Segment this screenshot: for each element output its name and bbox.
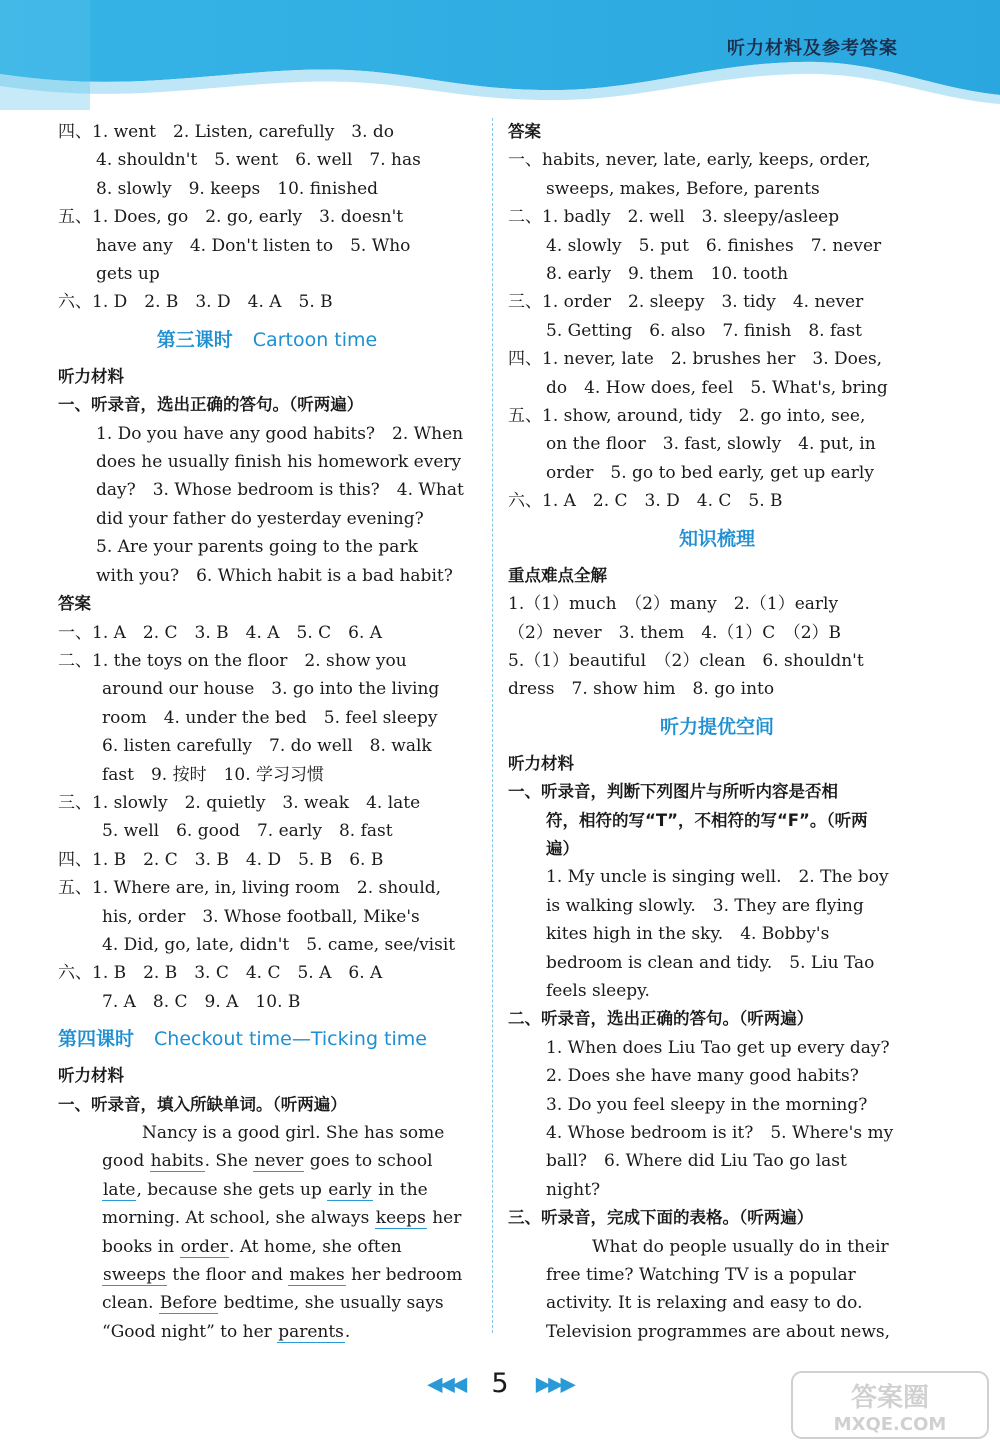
passage-line [58, 1204, 476, 1232]
answer-line: gets up [96, 264, 160, 285]
answer-line: 6. listen carefully 7. do well 8. walk [102, 736, 432, 757]
answer-line: 8. early 9. them 10. tooth [546, 264, 789, 285]
answer-line: 三、1. order 2. sleepy 3. tidy 4. never [508, 292, 864, 313]
svg-text:MXQE.COM: MXQE.COM [833, 1414, 947, 1435]
answer-line: 二、1. badly 2. well 3. sleepy/asleep [508, 207, 840, 228]
filled-blank: habits [150, 1151, 204, 1172]
passage-line [58, 1318, 476, 1346]
answer-line: （2）never 3. them 4.（1）C （2）B [508, 622, 842, 643]
passage-line [58, 1289, 476, 1317]
question-2-script [508, 1034, 926, 1204]
script-line: What do people usually do in their [592, 1236, 889, 1257]
answer-line: 4. shouldn't 5. went 6. well 7. has [96, 150, 421, 171]
script-line: 1. My uncle is singing well. 2. The boy [546, 867, 889, 888]
script-line: did your father do yesterday evening? [96, 508, 424, 529]
filled-blank: late [103, 1179, 136, 1200]
answer-line: 5. Getting 6. also 7. finish 8. fast [546, 320, 862, 341]
question-1-title: 一、听录音，选出正确的答句。（听两遍） [58, 395, 364, 415]
answer-line: 5. well 6. good 7. early 8. fast [102, 821, 393, 842]
lesson-3-en: Cartoon time [252, 328, 378, 351]
answers-top-block [58, 118, 476, 317]
answer-line: dress 7. show him 8. go into [508, 679, 775, 700]
passage-text: “Good night” to her [102, 1321, 278, 1342]
listening-material-label: 听力材料 [58, 366, 124, 386]
lesson-4-answers [508, 146, 926, 515]
script-line: 1. When does Liu Tao get up every day? [546, 1037, 890, 1058]
filled-blank: Before [159, 1293, 218, 1314]
question-3-script [508, 1233, 926, 1347]
script-line: free time? Watching TV is a popular [546, 1265, 856, 1286]
filled-blank: keeps [375, 1208, 426, 1229]
passage-text: clean. [102, 1293, 159, 1314]
passage-text: . At home, she often [229, 1236, 402, 1257]
answer-line: 4. Did, go, late, didn't 5. came, see/visit [102, 934, 456, 955]
answer-line: 四、1. B 2. C 3. B 4. D 5. B 6. B [58, 849, 384, 870]
watermark-logo [790, 1370, 990, 1440]
fill-in-title: 一、听录音，填入所缺单词。（听两遍） [58, 1094, 347, 1114]
answer-line: 7. A 8. C 9. A 10. B [102, 991, 301, 1012]
answer-line: 四、1. went 2. Listen, carefully 3. do [58, 122, 395, 142]
lesson-4-cn: 第四课时 [58, 1028, 135, 1051]
listening-material-label: 听力材料 [508, 753, 574, 773]
question-2-title: 二、听录音，选出正确的答句。（听两遍） [508, 1009, 814, 1029]
answer-label: 答案 [508, 122, 541, 141]
filled-blank: sweeps [103, 1265, 167, 1286]
answer-line: 五、1. Where are, in, living room 2. should, [58, 878, 442, 899]
fill-in-passage [58, 1119, 476, 1346]
question-1-title-cont: 符，相符的写“T”，不相符的写“F”。（听两 [546, 810, 868, 830]
right-column [508, 118, 926, 1346]
passage-line [58, 1261, 476, 1289]
filled-blank: never [254, 1151, 304, 1172]
passage-line: Nancy is a good girl. She has some [142, 1123, 445, 1143]
answer-line: 六、1. A 2. C 3. D 4. C 5. B [508, 491, 783, 512]
script-line: 1. Do you have any good habits? 2. When [96, 423, 464, 444]
answer-line: 三、1. slowly 2. quietly 3. weak 4. late [58, 792, 421, 813]
passage-text: good [102, 1151, 150, 1172]
header-title: 听力材料及参考答案 [727, 38, 898, 59]
listening-material-label: 听力材料 [58, 1066, 124, 1086]
answer-line: 4. slowly 5. put 6. finishes 7. never [546, 235, 882, 256]
script-line: day? 3. Whose bedroom is this? 4. What [96, 480, 464, 501]
lesson-3-answers [58, 619, 476, 1017]
answer-line: 六、1. D 2. B 3. D 4. A 5. B [58, 292, 333, 313]
question-1-script [58, 420, 476, 590]
passage-line [58, 1233, 476, 1261]
script-line: 2. Does she have many good habits? [546, 1066, 859, 1087]
script-line: 4. Whose bedroom is it? 5. Where's my [546, 1123, 894, 1143]
script-line: 5. Are your parents going to the park [96, 537, 418, 558]
answer-line: 二、1. the toys on the floor 2. show you [58, 650, 407, 671]
answer-line: 一、habits, never, late, early, keeps, order, [508, 150, 871, 171]
lesson-3-cn: 第三课时 [156, 328, 233, 351]
answer-label: 答案 [58, 594, 91, 614]
filled-blank: makes [289, 1265, 345, 1286]
answer-line: 六、1. B 2. B 3. C 4. C 5. A 6. A [58, 963, 383, 984]
listening-improvement-heading: 听力提优空间 [659, 715, 774, 738]
answer-line: 五、1. Does, go 2. go, early 3. doesn't [58, 207, 404, 228]
passage-text: morning. At school, she always [102, 1208, 375, 1229]
lesson-3-heading [58, 327, 476, 353]
script-line: 3. Do you feel sleepy in the morning? [546, 1094, 868, 1115]
knowledge-heading: 知识梳理 [678, 527, 755, 550]
answer-line: 一、1. A 2. C 3. B 4. A 5. C 6. A [58, 622, 383, 643]
script-line: activity. It is relaxing and easy to do. [546, 1293, 863, 1314]
passage-text: the floor and [167, 1265, 289, 1286]
script-line: is walking slowly. 3. They are flying [546, 895, 864, 916]
answer-line: his, order 3. Whose football, Mike's [102, 906, 420, 927]
question-1-title: 一、听录音，判断下列图片与所听内容是否相 [508, 782, 838, 802]
passage-text: bedtime, she usually says [218, 1293, 444, 1314]
passage-text: , because she gets up [136, 1179, 328, 1200]
filled-blank: order [180, 1236, 229, 1257]
answer-line: sweeps, makes, Before, parents [546, 178, 820, 199]
script-line: does he usually finish his homework every [96, 452, 462, 473]
answer-line: do 4. How does, feel 5. What's, bring [546, 377, 888, 398]
answer-line: 1.（1）much （2）many 2.（1）early [508, 594, 839, 615]
triple-right-arrow-icon[interactable]: ▶▶▶ [535, 1371, 573, 1396]
svg-text:答案圈: 答案圈 [850, 1383, 930, 1413]
passage-text: . [344, 1321, 351, 1342]
column-divider [492, 118, 493, 1333]
page-number: 5 [491, 1368, 509, 1399]
script-line: night? [546, 1179, 601, 1200]
filled-blank: parents [278, 1321, 344, 1342]
script-line: bedroom is clean and tidy. 5. Liu Tao [546, 952, 875, 973]
filled-blank: early [328, 1179, 372, 1200]
answer-line: fast 9. 按时 10. 学习习惯 [102, 764, 325, 785]
triple-left-arrow-icon[interactable]: ◀◀◀ [427, 1371, 465, 1396]
passage-line [58, 1147, 476, 1175]
script-line: kites high in the sky. 4. Bobby's [546, 924, 830, 945]
question-1-script [508, 863, 926, 1005]
passage-line [58, 1176, 476, 1204]
passage-text: goes to school [304, 1151, 433, 1172]
key-points-answers [508, 590, 926, 704]
answer-line: have any 4. Don't listen to 5. Who [96, 235, 411, 256]
left-column [58, 118, 476, 1346]
answer-line: on the floor 3. fast, slowly 4. put, in [546, 434, 876, 455]
passage-text: books in [102, 1236, 180, 1257]
lesson-4-en: Checkout time—Ticking time [154, 1028, 427, 1051]
answer-line: 8. slowly 9. keeps 10. finished [96, 178, 379, 199]
key-points-label: 重点难点全解 [508, 565, 607, 585]
question-1-title-cont: 遍） [546, 838, 579, 858]
script-line: Television programmes are about news, [546, 1321, 891, 1342]
question-3-title: 三、听录音，完成下面的表格。（听两遍） [508, 1208, 814, 1228]
answer-line: 四、1. never, late 2. brushes her 3. Does, [508, 349, 883, 370]
answer-line: room 4. under the bed 5. feel sleepy [102, 707, 438, 728]
answer-line: 5.（1）beautiful （2）clean 6. shouldn't [508, 650, 864, 671]
lesson-4-heading [58, 1026, 476, 1052]
script-line: ball? 6. Where did Liu Tao go last [546, 1151, 847, 1172]
answer-line: 五、1. show, around, tidy 2. go into, see, [508, 406, 866, 427]
script-line: feels sleepy. [546, 980, 650, 1001]
answer-line: order 5. go to bed early, get up early [546, 462, 874, 483]
passage-text: . She [204, 1151, 254, 1172]
script-line: with you? 6. Which habit is a bad habit? [96, 565, 453, 586]
passage-text: her [426, 1208, 462, 1229]
passage-text: in the [372, 1179, 428, 1200]
answer-line: around our house 3. go into the living [102, 679, 440, 700]
passage-text: her bedroom [345, 1265, 463, 1286]
